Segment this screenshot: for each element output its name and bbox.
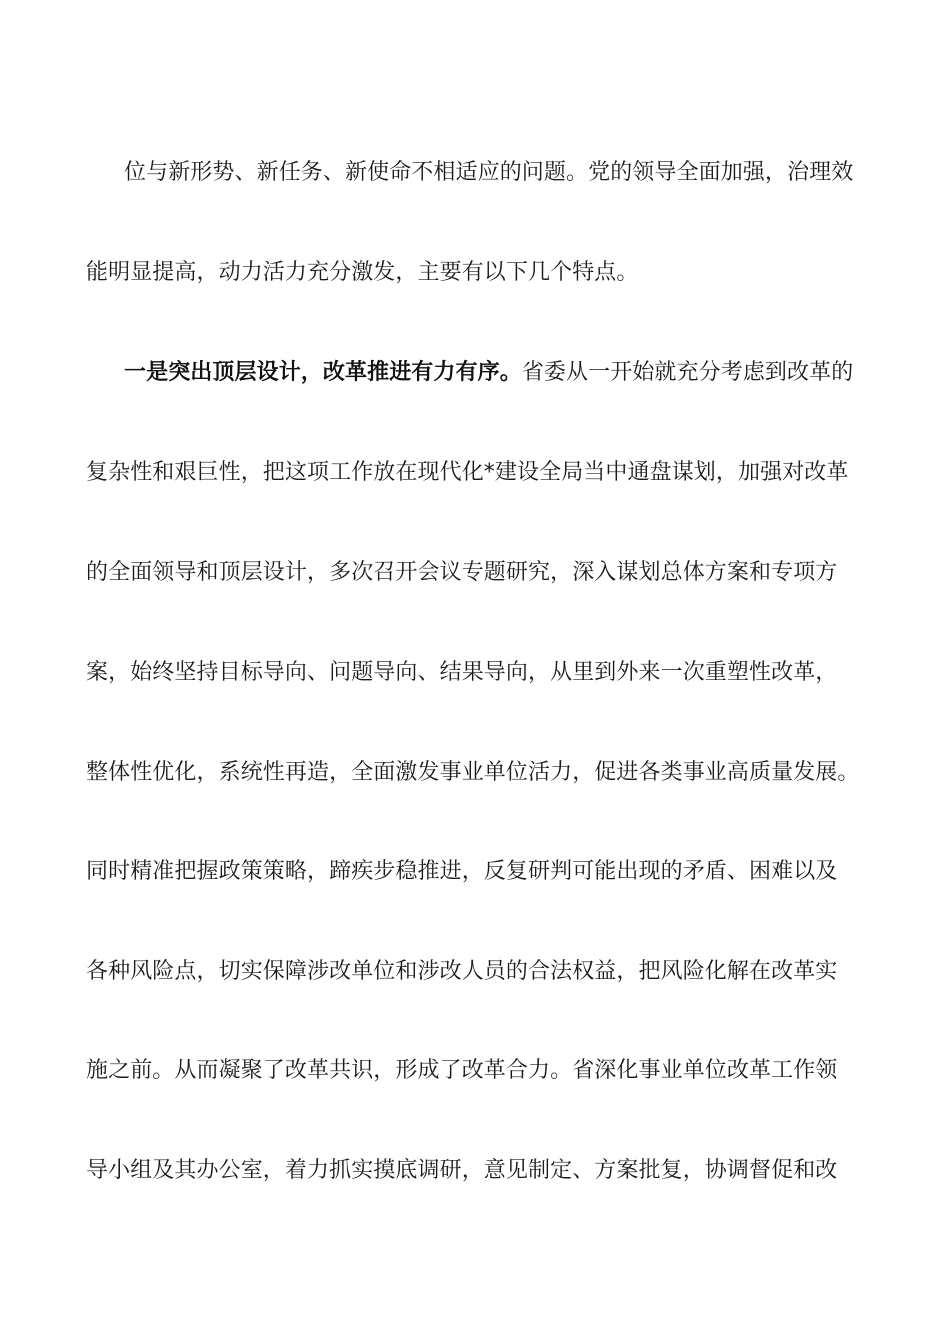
- paragraph-line-2: 能明显提高，动力活力充分激发，主要有以下几个特点。: [86, 260, 639, 285]
- paragraph-line-5: 的全面领导和顶层设计，多次召开会议专题研究，深入谋划总体方案和专项方: [86, 560, 838, 585]
- paragraph-line-8: 同时精准把握政策策略，蹄疾步稳推进，反复研判可能出现的矛盾、困难以及: [86, 859, 838, 884]
- point-one-line: [124, 358, 924, 388]
- point-one-text: 省委从一开始就充分考虑到改革的: [521, 360, 854, 385]
- paragraph-line-4: 复杂性和艰巨性，把这项工作放在现代化*建设全局当中通盘谋划，加强对改革: [86, 460, 849, 485]
- paragraph-line-9: 各种风险点，切实保障涉改单位和涉改人员的合法权益，把风险化解在改革实: [86, 959, 838, 984]
- paragraph-line-10: 施之前。从而凝聚了改革共识，形成了改革合力。省深化事业单位改革工作领: [86, 1058, 838, 1083]
- paragraph-line-11: 导小组及其办公室，着力抓实摸底调研，意见制定、方案批复，协调督促和改: [86, 1158, 838, 1183]
- paragraph-line-6: 案，始终坚持目标导向、问题导向、结果导向，从里到外来一次重塑性改革，: [86, 660, 838, 685]
- paragraph-line-7: 整体性优化，系统性再造，全面激发事业单位活力，促进各类事业高质量发展。: [86, 760, 860, 785]
- point-one-heading: 一是突出顶层设计，改革推进有力有序。: [124, 360, 522, 385]
- paragraph-line-1: 位与新形势、新任务、新使命不相适应的问题。党的领导全面加强，治理效: [124, 160, 854, 185]
